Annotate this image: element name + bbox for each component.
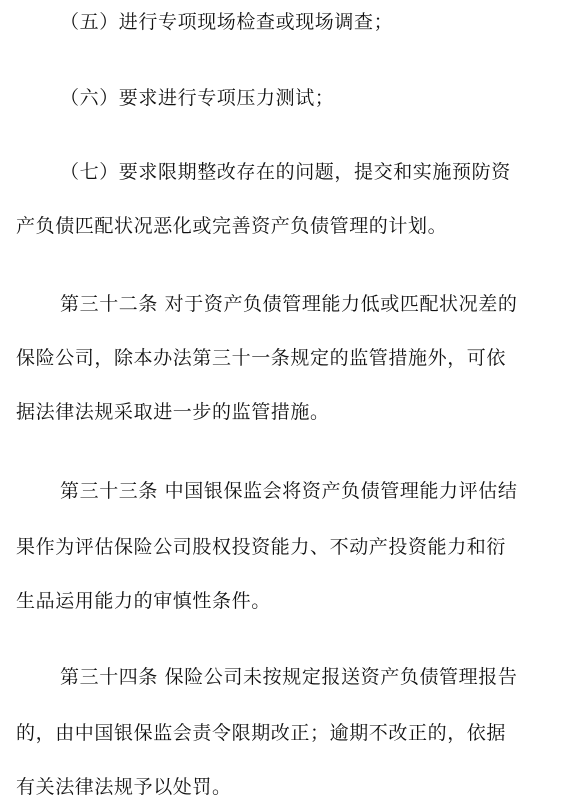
article-32-line-2: 保险公司，除本办法第三十一条规定的监管措施外，可依 — [16, 347, 507, 369]
article-34-line-3: 有关法律法规予以处罚。 — [16, 776, 232, 798]
article-32-line-1: 第三十二条 对于资产负债管理能力低或匹配状况差的 — [60, 293, 518, 315]
item-seven-line-1: （七）要求限期整改存在的问题，提交和实施预防资 — [60, 161, 511, 183]
item-seven-line-2: 产负债匹配状况恶化或完善资产负债管理的计划。 — [16, 215, 448, 237]
article-32-line-3: 据法律法规采取进一步的监管措施。 — [16, 401, 330, 423]
item-six-line: （六）要求进行专项压力测试； — [60, 87, 335, 109]
item-five-line: （五）进行专项现场检查或现场调查； — [60, 11, 394, 33]
article-33-line-1: 第三十三条 中国银保监会将资产负债管理能力评估结 — [60, 480, 518, 502]
article-34-line-1: 第三十四条 保险公司未按规定报送资产负债管理报告 — [60, 666, 518, 688]
article-33-line-3: 生品运用能力的审慎性条件。 — [16, 590, 271, 612]
article-33-line-2: 果作为评估保险公司股权投资能力、不动产投资能力和衍 — [16, 536, 507, 558]
article-34-line-2: 的，由中国银保监会责令限期改正；逾期不改正的，依据 — [16, 722, 507, 744]
